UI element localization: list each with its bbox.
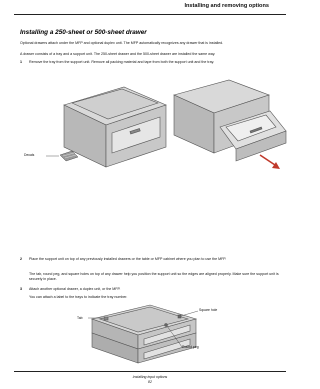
footer-divider <box>14 371 286 372</box>
step-number: 1 <box>20 60 22 64</box>
callout-square-hole: Square hole <box>199 308 218 312</box>
stacked-drawers-illustration <box>92 305 196 363</box>
callout-decals: Decals <box>24 153 35 157</box>
figure-tray-removal <box>24 75 280 185</box>
page-number: 82 <box>148 380 152 384</box>
step-text: Attach another optional drawer, a duplex unit, or the MFP. <box>29 287 121 291</box>
figure-stacked-drawers <box>70 303 230 369</box>
intro-paragraph-1: Optional drawers attach under the MFP and optional duplex unit. The MFP automatically recognizes any drawer that is installed. <box>20 41 224 45</box>
header-title: Installing and removing options <box>184 3 269 9</box>
section-title: Installing a 250-sheet or 500-sheet drawer <box>20 29 147 36</box>
header-divider <box>14 14 286 15</box>
tray-pulled-out-illustration <box>174 80 286 161</box>
pull-direction-arrow-icon <box>260 155 280 169</box>
step-text: Remove the tray from the support unit. Remove all packing material and tape from both the support unit and the tray. <box>29 60 215 64</box>
callout-tab: Tab <box>77 316 83 320</box>
page-header <box>0 0 300 14</box>
intro-paragraph-2: A drawer consists of a tray and a support unit. The 250-sheet drawer and the 500-sheet drawer are installed the same way. <box>20 52 216 56</box>
step-2-note: The tab, round peg, and square holes on top of any drawer help you position the support unit so the edges are aligned properly. Make sure the support unit is securely in place. <box>29 272 279 281</box>
footer-chapter: Installing input options <box>132 375 168 379</box>
support-unit-illustration <box>64 87 166 167</box>
step-number: 2 <box>20 257 22 261</box>
step-number: 3 <box>20 287 22 291</box>
step-text: Place the support unit on top of any previously installed drawers or the table or MFP cabinet where you plan to use the MFP. <box>29 257 227 261</box>
callout-round-peg: Round peg <box>182 345 199 349</box>
step-3-note: You can attach a label to the trays to indicate the tray number. <box>29 295 128 299</box>
